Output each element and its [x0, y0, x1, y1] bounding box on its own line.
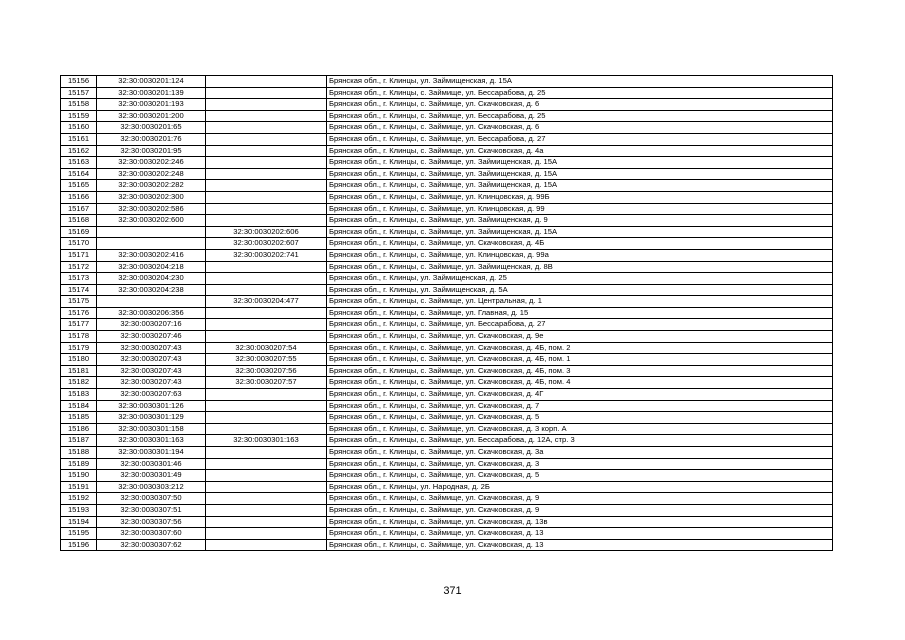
cadastral-number-cell: 32:30:0030301:129 — [97, 412, 206, 424]
row-number-cell: 15163 — [61, 157, 97, 169]
cadastral-number-cell: 32:30:0030202:600 — [97, 215, 206, 227]
table-row — [61, 180, 833, 192]
table-row — [61, 516, 833, 528]
row-number-cell: 15167 — [61, 203, 97, 215]
building-cadastral-number-cell: 32:30:0030202:741 — [206, 249, 327, 261]
address-cell: Брянская обл., г. Клинцы, с. Займище, ул. Займищенская, д. 15А — [327, 226, 833, 238]
cadastral-number-cell: 32:30:0030206:356 — [97, 307, 206, 319]
address-cell: Брянская обл., г. Клинцы, с. Займище, ул. Клинцовская, д. 99а — [327, 249, 833, 261]
building-cadastral-number-cell: 32:30:0030301:163 — [206, 435, 327, 447]
building-cadastral-number-cell — [206, 122, 327, 134]
address-cell: Брянская обл., г. Клинцы, с. Займище, ул. Скачковская, д. 3а — [327, 447, 833, 459]
cadastral-number-cell: 32:30:0030307:56 — [97, 516, 206, 528]
row-number-cell: 15168 — [61, 215, 97, 227]
row-number-cell: 15187 — [61, 435, 97, 447]
address-cell: Брянская обл., г. Клинцы, с. Займище, ул. Скачковская, д. 5 — [327, 470, 833, 482]
address-cell: Брянская обл., г. Клинцы, с. Займище, ул. Займищенская, д. 15А — [327, 180, 833, 192]
table-row — [61, 528, 833, 540]
registry-table — [60, 75, 833, 551]
cadastral-number-cell: 32:30:0030207:63 — [97, 389, 206, 401]
table-row — [61, 284, 833, 296]
cadastral-number-cell: 32:30:0030201:95 — [97, 145, 206, 157]
row-number-cell: 15193 — [61, 504, 97, 516]
table-row — [61, 76, 833, 88]
row-number-cell: 15181 — [61, 365, 97, 377]
address-cell: Брянская обл., г. Клинцы, с. Займище, ул. Скачковская, д. 4Г — [327, 389, 833, 401]
cadastral-number-cell: 32:30:0030207:43 — [97, 365, 206, 377]
address-cell: Брянская обл., г. Клинцы, ул. Народная, д. 2Б — [327, 481, 833, 493]
row-number-cell: 15178 — [61, 331, 97, 343]
cadastral-number-cell: 32:30:0030202:282 — [97, 180, 206, 192]
row-number-cell: 15196 — [61, 539, 97, 551]
address-cell: Брянская обл., г. Клинцы, ул. Займищенская, д. 15А — [327, 76, 833, 88]
building-cadastral-number-cell — [206, 145, 327, 157]
row-number-cell: 15188 — [61, 447, 97, 459]
table-row — [61, 481, 833, 493]
row-number-cell: 15176 — [61, 307, 97, 319]
table-row — [61, 365, 833, 377]
table-row — [61, 458, 833, 470]
address-cell: Брянская обл., г. Клинцы, с. Займище, ул. Скачковская, д. 9е — [327, 331, 833, 343]
building-cadastral-number-cell: 32:30:0030207:54 — [206, 342, 327, 354]
row-number-cell: 15182 — [61, 377, 97, 389]
table-row — [61, 493, 833, 505]
row-number-cell: 15195 — [61, 528, 97, 540]
row-number-cell: 15157 — [61, 87, 97, 99]
address-cell: Брянская обл., г. Клинцы, с. Займище, ул. Скачковская, д. 3 корп. А — [327, 423, 833, 435]
address-cell: Брянская обл., г. Клинцы, с. Займище, ул. Скачковская, д. 4Б — [327, 238, 833, 250]
building-cadastral-number-cell — [206, 76, 327, 88]
row-number-cell: 15162 — [61, 145, 97, 157]
table-row — [61, 342, 833, 354]
building-cadastral-number-cell — [206, 493, 327, 505]
table-row — [61, 273, 833, 285]
address-cell: Брянская обл., г. Клинцы, с. Займище, ул. Клинцовская, д. 99Б — [327, 191, 833, 203]
cadastral-number-cell: 32:30:0030301:158 — [97, 423, 206, 435]
cadastral-number-cell: 32:30:0030301:126 — [97, 400, 206, 412]
address-cell: Брянская обл., г. Клинцы, с. Займище, ул. Скачковская, д. 6 — [327, 122, 833, 134]
cadastral-number-cell: 32:30:0030202:586 — [97, 203, 206, 215]
building-cadastral-number-cell: 32:30:0030207:55 — [206, 354, 327, 366]
row-number-cell: 15161 — [61, 133, 97, 145]
row-number-cell: 15184 — [61, 400, 97, 412]
cadastral-number-cell: 32:30:0030202:246 — [97, 157, 206, 169]
address-cell: Брянская обл., г. Клинцы, с. Займище, ул. Скачковская, д. 7 — [327, 400, 833, 412]
building-cadastral-number-cell — [206, 307, 327, 319]
row-number-cell: 15159 — [61, 110, 97, 122]
cadastral-number-cell: 32:30:0030202:248 — [97, 168, 206, 180]
address-cell: Брянская обл., г. Клинцы, с. Займище, ул. Бессарабова, д. 25 — [327, 87, 833, 99]
building-cadastral-number-cell — [206, 157, 327, 169]
building-cadastral-number-cell — [206, 470, 327, 482]
cadastral-number-cell: 32:30:0030201:124 — [97, 76, 206, 88]
cadastral-number-cell: 32:30:0030202:300 — [97, 191, 206, 203]
building-cadastral-number-cell — [206, 133, 327, 145]
address-cell: Брянская обл., г. Клинцы, с. Займище, ул. Клинцовская, д. 99 — [327, 203, 833, 215]
cadastral-number-cell: 32:30:0030201:65 — [97, 122, 206, 134]
row-number-cell: 15191 — [61, 481, 97, 493]
building-cadastral-number-cell: 32:30:0030207:57 — [206, 377, 327, 389]
table-row — [61, 423, 833, 435]
row-number-cell: 15180 — [61, 354, 97, 366]
building-cadastral-number-cell — [206, 481, 327, 493]
table-row — [61, 331, 833, 343]
address-cell: Брянская обл., г. Клинцы, с. Займище, ул. Главная, д. 15 — [327, 307, 833, 319]
row-number-cell: 15183 — [61, 389, 97, 401]
building-cadastral-number-cell — [206, 191, 327, 203]
building-cadastral-number-cell: 32:30:0030204:477 — [206, 296, 327, 308]
row-number-cell: 15189 — [61, 458, 97, 470]
address-cell: Брянская обл., г. Клинцы, с. Займище, ул. Скачковская, д. 5 — [327, 412, 833, 424]
address-cell: Брянская обл., г. Клинцы, с. Займище, ул. Скачковская, д. 4Б, пом. 4 — [327, 377, 833, 389]
table-row — [61, 226, 833, 238]
cadastral-number-cell: 32:30:0030201:200 — [97, 110, 206, 122]
building-cadastral-number-cell — [206, 504, 327, 516]
table-row — [61, 307, 833, 319]
row-number-cell: 15186 — [61, 423, 97, 435]
address-cell: Брянская обл., г. Клинцы, с. Займище, ул. Бессарабова, д. 25 — [327, 110, 833, 122]
table-row — [61, 412, 833, 424]
row-number-cell: 15173 — [61, 273, 97, 285]
address-cell: Брянская обл., г. Клинцы, с. Займище, ул. Скачковская, д. 4Б, пом. 2 — [327, 342, 833, 354]
table-row — [61, 99, 833, 111]
address-cell: Брянская обл., г. Клинцы, с. Займище, ул. Скачковская, д. 9 — [327, 504, 833, 516]
cadastral-number-cell: 32:30:0030207:43 — [97, 342, 206, 354]
address-cell: Брянская обл., г. Клинцы, с. Займище, ул. Скачковская, д. 4а — [327, 145, 833, 157]
table-row — [61, 215, 833, 227]
building-cadastral-number-cell — [206, 284, 327, 296]
cadastral-number-cell: 32:30:0030301:194 — [97, 447, 206, 459]
row-number-cell: 15174 — [61, 284, 97, 296]
registry-table-body — [61, 76, 833, 551]
table-row — [61, 122, 833, 134]
row-number-cell: 15158 — [61, 99, 97, 111]
address-cell: Брянская обл., г. Клинцы, с. Займище, ул. Бессарабова, д. 27 — [327, 319, 833, 331]
row-number-cell: 15190 — [61, 470, 97, 482]
building-cadastral-number-cell: 32:30:0030207:56 — [206, 365, 327, 377]
table-row — [61, 157, 833, 169]
building-cadastral-number-cell — [206, 203, 327, 215]
address-cell: Брянская обл., г. Клинцы, с. Займище, ул. Займищенская, д. 15А — [327, 157, 833, 169]
cadastral-number-cell: 32:30:0030301:46 — [97, 458, 206, 470]
address-cell: Брянская обл., г. Клинцы, с. Займище, ул. Скачковская, д. 9 — [327, 493, 833, 505]
building-cadastral-number-cell — [206, 273, 327, 285]
row-number-cell: 15169 — [61, 226, 97, 238]
row-number-cell: 15156 — [61, 76, 97, 88]
address-cell: Брянская обл., г. Клинцы, с. Займище, ул. Скачковская, д. 4Б, пом. 1 — [327, 354, 833, 366]
address-cell: Брянская обл., г. Клинцы, с. Займище, ул. Скачковская, д. 13 — [327, 539, 833, 551]
building-cadastral-number-cell — [206, 412, 327, 424]
row-number-cell: 15177 — [61, 319, 97, 331]
page-number: 371 — [443, 585, 462, 597]
address-cell: Брянская обл., г. Клинцы, с. Займище, ул. Скачковская, д. 3 — [327, 458, 833, 470]
address-cell: Брянская обл., г. Клинцы, ул. Займищенская, д. 25 — [327, 273, 833, 285]
row-number-cell: 15185 — [61, 412, 97, 424]
cadastral-number-cell — [97, 226, 206, 238]
table-row — [61, 145, 833, 157]
table-row — [61, 238, 833, 250]
building-cadastral-number-cell — [206, 539, 327, 551]
building-cadastral-number-cell — [206, 400, 327, 412]
row-number-cell: 15165 — [61, 180, 97, 192]
table-row — [61, 447, 833, 459]
address-cell: Брянская обл., г. Клинцы, с. Займище, ул. Центральная, д. 1 — [327, 296, 833, 308]
address-cell: Брянская обл., г. Клинцы, с. Займище, ул. Бессарабова, д. 27 — [327, 133, 833, 145]
table-row — [61, 249, 833, 261]
building-cadastral-number-cell — [206, 423, 327, 435]
cadastral-number-cell: 32:30:0030207:43 — [97, 377, 206, 389]
row-number-cell: 15172 — [61, 261, 97, 273]
row-number-cell: 15194 — [61, 516, 97, 528]
table-row — [61, 168, 833, 180]
table-row — [61, 110, 833, 122]
address-cell: Брянская обл., г. Клинцы, с. Займище, ул. Займищенская, д. 15А — [327, 168, 833, 180]
table-row — [61, 191, 833, 203]
row-number-cell: 15164 — [61, 168, 97, 180]
address-cell: Брянская обл., г. Клинцы, с. Займище, ул. Займищенская, д. 9 — [327, 215, 833, 227]
table-row — [61, 87, 833, 99]
table-row — [61, 261, 833, 273]
cadastral-number-cell: 32:30:0030202:416 — [97, 249, 206, 261]
building-cadastral-number-cell — [206, 180, 327, 192]
cadastral-number-cell: 32:30:0030204:218 — [97, 261, 206, 273]
address-cell: Брянская обл., г. Клинцы, с. Займище, ул. Скачковская, д. 4Б, пом. 3 — [327, 365, 833, 377]
building-cadastral-number-cell — [206, 168, 327, 180]
building-cadastral-number-cell: 32:30:0030202:607 — [206, 238, 327, 250]
cadastral-number-cell: 32:30:0030201:193 — [97, 99, 206, 111]
address-cell: Брянская обл., г. Клинцы, с. Займище, ул. Скачковская, д. 13 — [327, 528, 833, 540]
cadastral-number-cell: 32:30:0030204:238 — [97, 284, 206, 296]
building-cadastral-number-cell — [206, 215, 327, 227]
building-cadastral-number-cell — [206, 99, 327, 111]
table-row — [61, 504, 833, 516]
cadastral-number-cell: 32:30:0030307:50 — [97, 493, 206, 505]
address-cell: Брянская обл., г. Клинцы, с. Займище, ул. Скачковская, д. 6 — [327, 99, 833, 111]
cadastral-number-cell: 32:30:0030201:76 — [97, 133, 206, 145]
building-cadastral-number-cell — [206, 261, 327, 273]
table-row — [61, 377, 833, 389]
building-cadastral-number-cell — [206, 516, 327, 528]
cadastral-number-cell: 32:30:0030307:62 — [97, 539, 206, 551]
cadastral-number-cell: 32:30:0030307:51 — [97, 504, 206, 516]
row-number-cell: 15179 — [61, 342, 97, 354]
cadastral-number-cell: 32:30:0030207:46 — [97, 331, 206, 343]
cadastral-number-cell: 32:30:0030301:163 — [97, 435, 206, 447]
table-row — [61, 319, 833, 331]
address-cell: Брянская обл., г. Клинцы, ул. Займищенская, д. 5А — [327, 284, 833, 296]
building-cadastral-number-cell — [206, 389, 327, 401]
row-number-cell: 15175 — [61, 296, 97, 308]
table-row — [61, 354, 833, 366]
cadastral-number-cell: 32:30:0030301:49 — [97, 470, 206, 482]
row-number-cell: 15171 — [61, 249, 97, 261]
row-number-cell: 15160 — [61, 122, 97, 134]
table-row — [61, 296, 833, 308]
row-number-cell: 15166 — [61, 191, 97, 203]
building-cadastral-number-cell — [206, 458, 327, 470]
cadastral-number-cell: 32:30:0030201:139 — [97, 87, 206, 99]
row-number-cell: 15170 — [61, 238, 97, 250]
row-number-cell: 15192 — [61, 493, 97, 505]
table-row — [61, 203, 833, 215]
cadastral-number-cell: 32:30:0030307:60 — [97, 528, 206, 540]
cadastral-number-cell: 32:30:0030303:212 — [97, 481, 206, 493]
address-cell: Брянская обл., г. Клинцы, с. Займище, ул. Скачковская, д. 13в — [327, 516, 833, 528]
building-cadastral-number-cell — [206, 331, 327, 343]
building-cadastral-number-cell — [206, 110, 327, 122]
table-row — [61, 133, 833, 145]
table-row — [61, 539, 833, 551]
table-row — [61, 389, 833, 401]
table-row — [61, 470, 833, 482]
address-cell: Брянская обл., г. Клинцы, с. Займище, ул. Займищенская, д. 8В — [327, 261, 833, 273]
cadastral-number-cell: 32:30:0030204:230 — [97, 273, 206, 285]
building-cadastral-number-cell — [206, 528, 327, 540]
building-cadastral-number-cell — [206, 319, 327, 331]
cadastral-number-cell — [97, 238, 206, 250]
cadastral-number-cell — [97, 296, 206, 308]
cadastral-number-cell: 32:30:0030207:43 — [97, 354, 206, 366]
table-row — [61, 400, 833, 412]
building-cadastral-number-cell: 32:30:0030202:606 — [206, 226, 327, 238]
table-row — [61, 435, 833, 447]
cadastral-number-cell: 32:30:0030207:16 — [97, 319, 206, 331]
building-cadastral-number-cell — [206, 87, 327, 99]
building-cadastral-number-cell — [206, 447, 327, 459]
address-cell: Брянская обл., г. Клинцы, с. Займище, ул. Бессарабова, д. 12А, стр. 3 — [327, 435, 833, 447]
